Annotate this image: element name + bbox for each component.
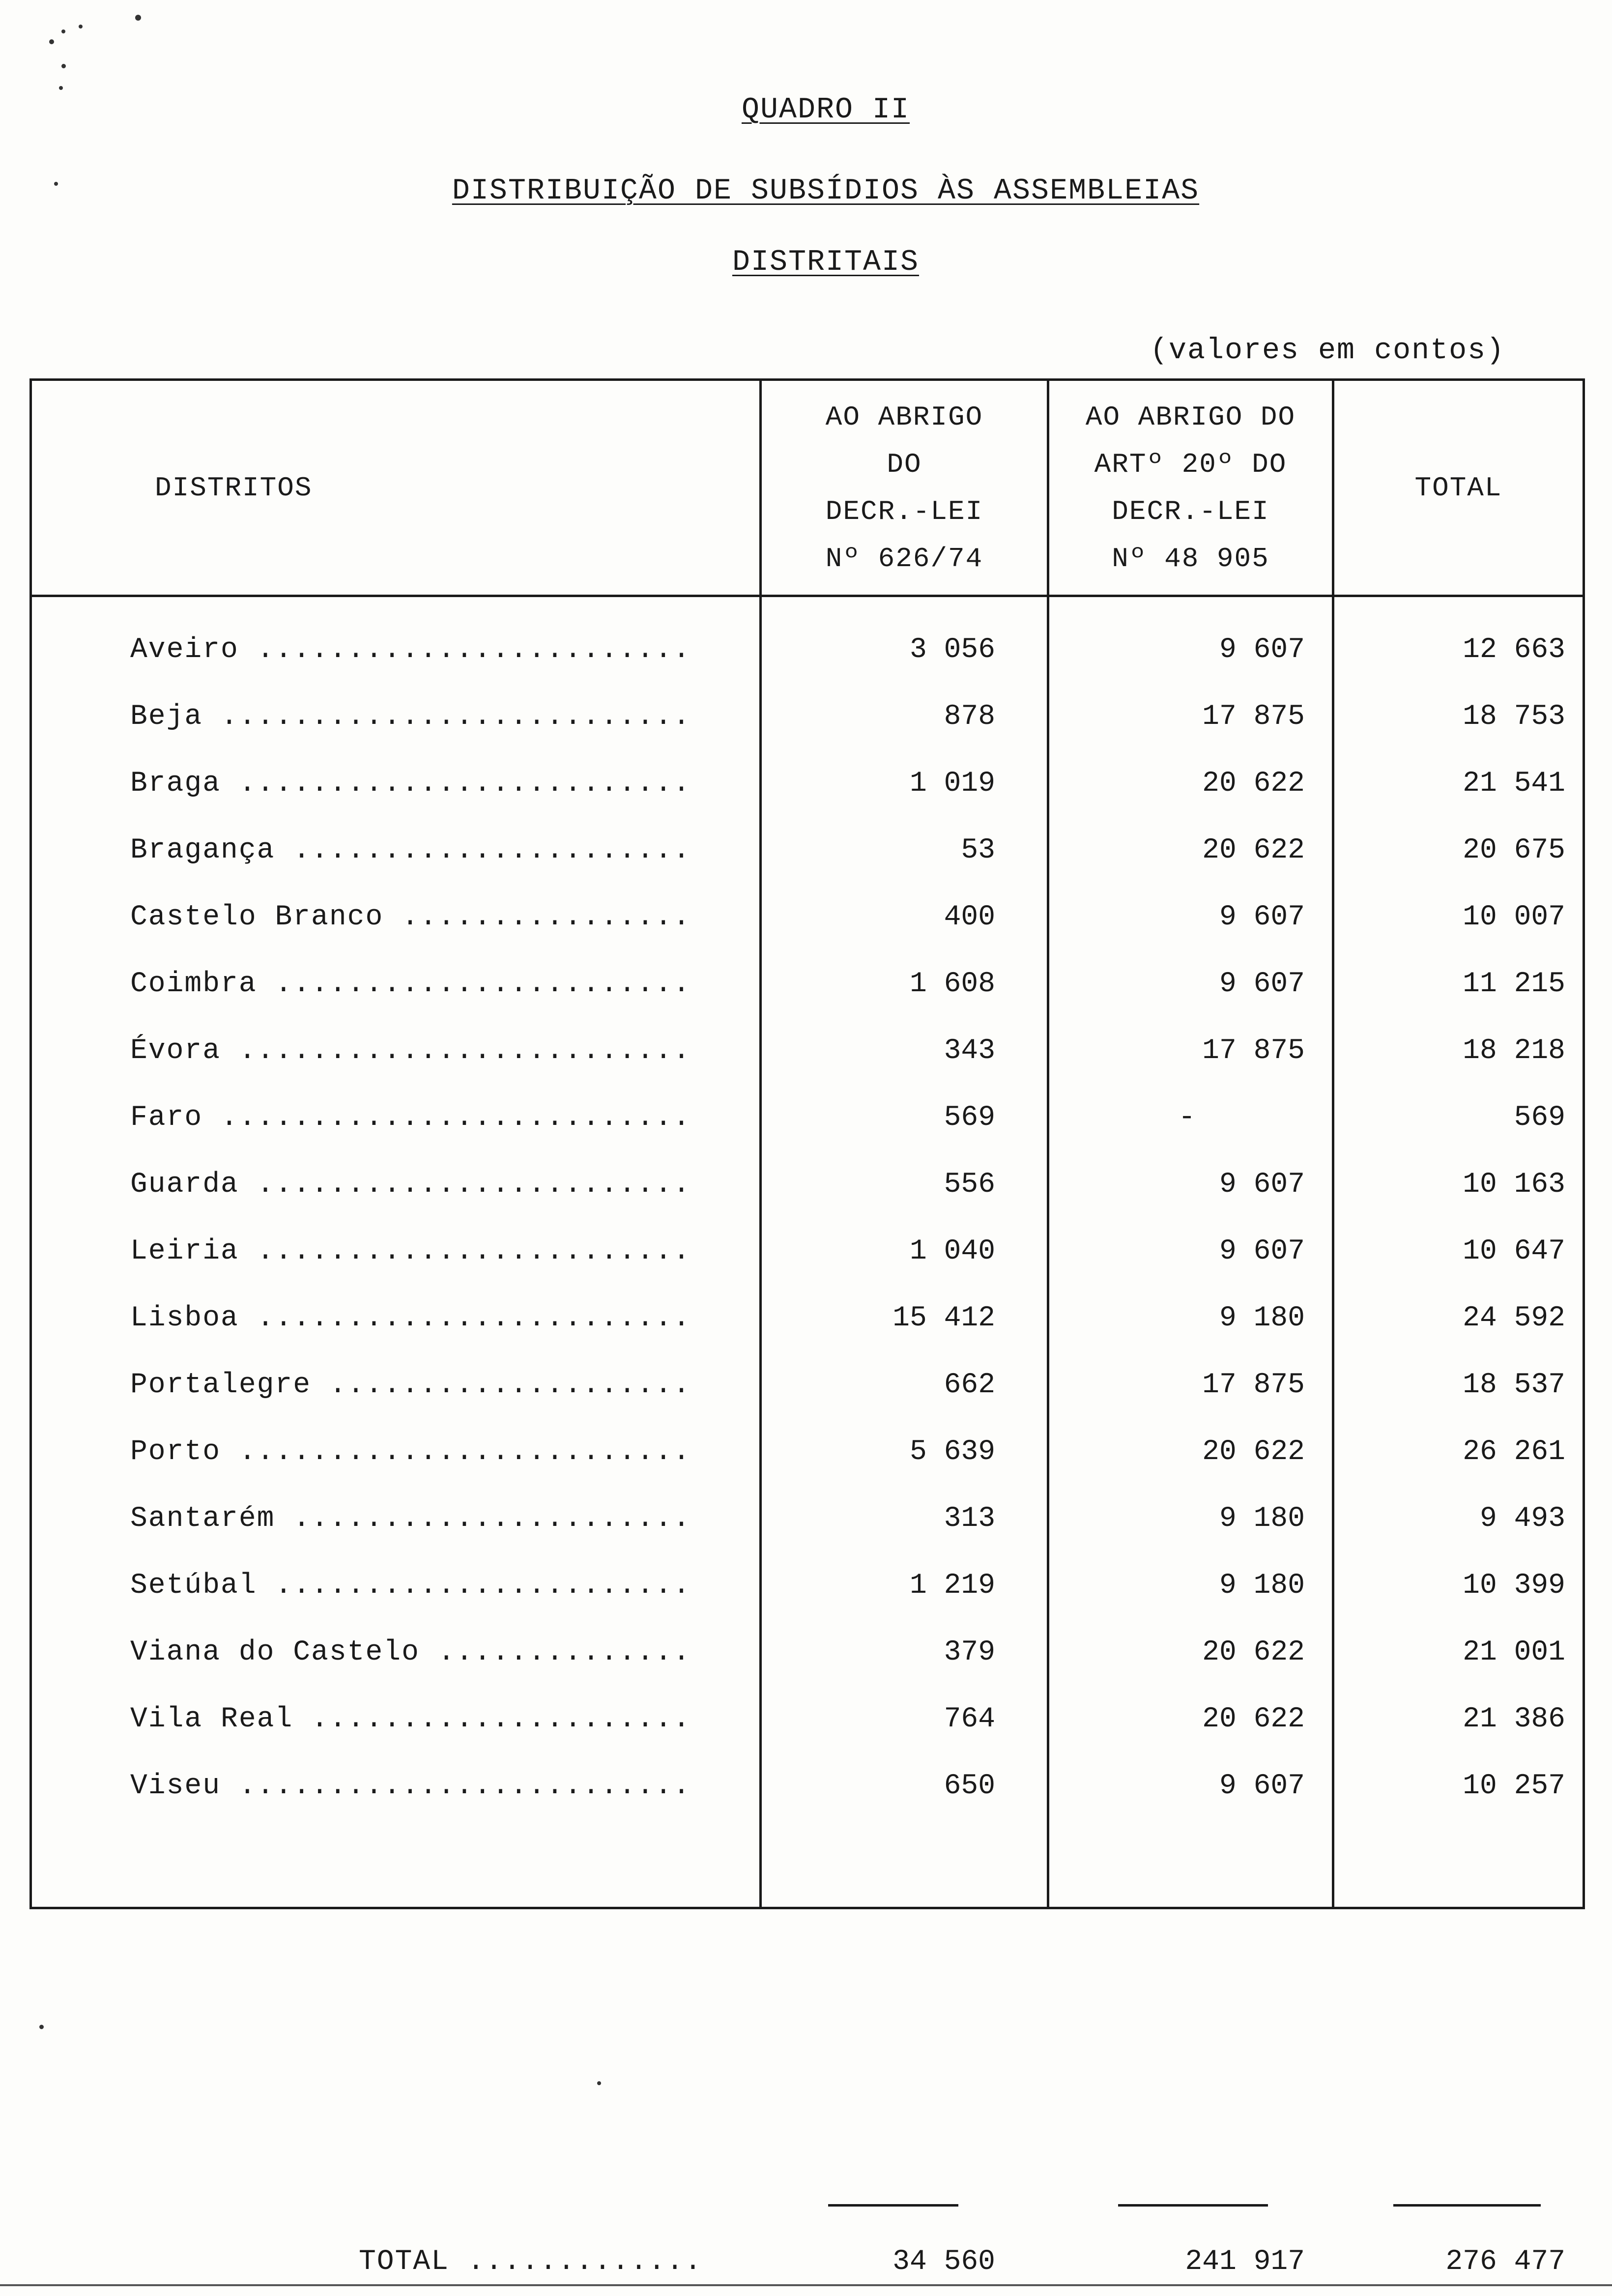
value-total: 20 675 <box>1463 834 1565 866</box>
scan-speck <box>61 29 65 33</box>
district-name: Faro .......................... <box>130 1102 691 1134</box>
value-decree-626-74: 556 <box>944 1169 995 1201</box>
value-total: 10 399 <box>1463 1570 1565 1602</box>
value-decree-48905: 17 875 <box>1202 701 1305 733</box>
district-name: Guarda ........................ <box>130 1169 691 1201</box>
header-col2-line: Nº 48 905 <box>1112 543 1269 574</box>
header-col2-line: DECR.-LEI <box>1112 495 1269 527</box>
district-name: Aveiro ........................ <box>130 634 691 666</box>
value-decree-626-74: 662 <box>944 1369 995 1401</box>
value-decree-626-74: 15 412 <box>892 1302 995 1334</box>
header-col1-line: AO ABRIGO <box>825 401 983 433</box>
value-decree-626-74: 1 608 <box>909 968 995 1000</box>
value-decree-48905: 20 622 <box>1202 1436 1305 1468</box>
total-grand: 276 477 <box>1445 2246 1565 2278</box>
page-bottom-rule <box>0 2284 1612 2286</box>
value-decree-626-74: 1 040 <box>909 1235 995 1267</box>
table-row <box>32 1753 1583 1820</box>
district-name: Bragança ...................... <box>130 834 691 866</box>
value-decree-626-74: 53 <box>961 834 995 866</box>
district-name: Portalegre .................... <box>130 1369 691 1401</box>
subsidies-table <box>29 378 1585 2278</box>
value-total: 18 218 <box>1463 1035 1565 1067</box>
table-row <box>32 617 1583 684</box>
value-decree-626-74: 764 <box>944 1703 995 1735</box>
header-col1-line: Nº 626/74 <box>825 543 983 574</box>
table-title-line2: DISTRITAIS <box>732 246 920 279</box>
table-row <box>32 884 1583 951</box>
scan-speck <box>59 86 63 90</box>
value-total: 24 592 <box>1463 1302 1565 1334</box>
value-decree-626-74: 400 <box>944 901 995 933</box>
scan-speck <box>61 64 66 68</box>
value-decree-626-74: 343 <box>944 1035 995 1067</box>
value-total: 21 386 <box>1463 1703 1565 1735</box>
total-col2: 241 917 <box>1185 2246 1305 2278</box>
value-decree-48905: 9 607 <box>1219 968 1305 1000</box>
district-name: Évora ......................... <box>130 1035 691 1067</box>
value-total: 10 007 <box>1463 901 1565 933</box>
table-row <box>32 684 1583 750</box>
value-total: 10 163 <box>1463 1169 1565 1201</box>
table-row <box>32 750 1583 817</box>
table-row <box>32 1486 1583 1552</box>
table-number-heading: QUADRO II <box>741 93 910 127</box>
value-decree-48905: 20 622 <box>1202 1703 1305 1735</box>
district-name: Leiria ........................ <box>130 1235 691 1267</box>
value-decree-48905: 9 607 <box>1219 1169 1305 1201</box>
sum-rule <box>828 2204 958 2207</box>
district-name: Coimbra ....................... <box>130 968 691 1000</box>
value-decree-48905: 9 607 <box>1219 1770 1305 1802</box>
value-total: 10 647 <box>1463 1235 1565 1267</box>
value-decree-48905: 17 875 <box>1202 1035 1305 1067</box>
header-districts <box>32 381 759 595</box>
table-row <box>32 1218 1583 1285</box>
value-decree-48905: 20 622 <box>1202 834 1305 866</box>
value-decree-626-74: 569 <box>944 1102 995 1134</box>
value-decree-48905: 9 607 <box>1219 1235 1305 1267</box>
header-col2-line: AO ABRIGO DO <box>1085 401 1296 433</box>
district-name: Braga ......................... <box>130 768 691 800</box>
district-name: Beja .......................... <box>130 701 691 733</box>
total-col1: 34 560 <box>892 2246 995 2278</box>
table-row <box>32 1552 1583 1619</box>
header-divider <box>32 595 1583 597</box>
value-decree-48905: 9 607 <box>1219 634 1305 666</box>
value-decree-48905: 9 180 <box>1219 1570 1305 1602</box>
header-total-label: TOTAL <box>1414 472 1502 504</box>
value-decree-48905: 20 622 <box>1202 768 1305 800</box>
scan-speck <box>49 39 54 44</box>
header-col2 <box>1049 381 1332 595</box>
table-row <box>32 1686 1583 1753</box>
header-col1 <box>762 381 1047 595</box>
units-note: (valores em contos) <box>1150 334 1505 368</box>
value-total: 21 001 <box>1463 1636 1565 1668</box>
header-col2-line: ARTº 20º DO <box>1094 448 1287 480</box>
district-name: Castelo Branco ................ <box>130 901 691 933</box>
value-total: 9 493 <box>1479 1503 1565 1535</box>
value-total: 21 541 <box>1463 768 1565 800</box>
value-decree-626-74: 1 219 <box>909 1570 995 1602</box>
table-row <box>32 1419 1583 1486</box>
value-decree-626-74: 1 019 <box>909 768 995 800</box>
sum-rule <box>1118 2204 1268 2207</box>
scan-speck <box>135 15 141 21</box>
table-row <box>32 1018 1583 1085</box>
value-total: 18 753 <box>1463 701 1565 733</box>
value-total: 12 663 <box>1463 634 1565 666</box>
table-row <box>32 1151 1583 1218</box>
value-decree-48905: 20 622 <box>1202 1636 1305 1668</box>
table-row <box>32 1085 1583 1151</box>
district-name: Lisboa ........................ <box>130 1302 691 1334</box>
header-districts-label: DISTRITOS <box>155 472 313 504</box>
value-total: 18 537 <box>1463 1369 1565 1401</box>
value-decree-626-74: 878 <box>944 701 995 733</box>
value-decree-48905: - <box>1178 1102 1196 1134</box>
total-row-label: TOTAL ............. <box>359 2246 703 2278</box>
scan-speck <box>79 25 83 29</box>
value-decree-626-74: 650 <box>944 1770 995 1802</box>
value-total: 26 261 <box>1463 1436 1565 1468</box>
district-name: Viana do Castelo .............. <box>130 1636 691 1668</box>
value-decree-48905: 9 180 <box>1219 1503 1305 1535</box>
value-decree-626-74: 313 <box>944 1503 995 1535</box>
value-total: 10 257 <box>1463 1770 1565 1802</box>
sum-rule <box>1393 2204 1541 2207</box>
district-name: Porto ......................... <box>130 1436 691 1468</box>
value-total: 569 <box>1514 1102 1565 1134</box>
table-row <box>32 951 1583 1018</box>
header-total <box>1334 381 1583 595</box>
table-row <box>32 1352 1583 1419</box>
value-decree-48905: 9 180 <box>1219 1302 1305 1334</box>
district-name: Santarém ...................... <box>130 1503 691 1535</box>
header-col1-line: DECR.-LEI <box>825 495 983 527</box>
header-col1-line: DO <box>887 448 922 480</box>
value-total: 11 215 <box>1463 968 1565 1000</box>
table-row <box>32 1285 1583 1352</box>
table-row <box>32 1619 1583 1686</box>
value-decree-626-74: 5 639 <box>909 1436 995 1468</box>
value-decree-48905: 17 875 <box>1202 1369 1305 1401</box>
district-name: Vila Real ..................... <box>130 1703 691 1735</box>
table-title-line1: DISTRIBUIÇÃO DE SUBSÍDIOS ÀS ASSEMBLEIAS <box>452 174 1200 208</box>
value-decree-626-74: 379 <box>944 1636 995 1668</box>
value-decree-48905: 9 607 <box>1219 901 1305 933</box>
scan-speck <box>597 2081 601 2085</box>
value-decree-626-74: 3 056 <box>909 634 995 666</box>
table-row <box>32 817 1583 884</box>
district-name: Setúbal ....................... <box>130 1570 691 1602</box>
district-name: Viseu ......................... <box>130 1770 691 1802</box>
scan-speck <box>39 2025 44 2029</box>
